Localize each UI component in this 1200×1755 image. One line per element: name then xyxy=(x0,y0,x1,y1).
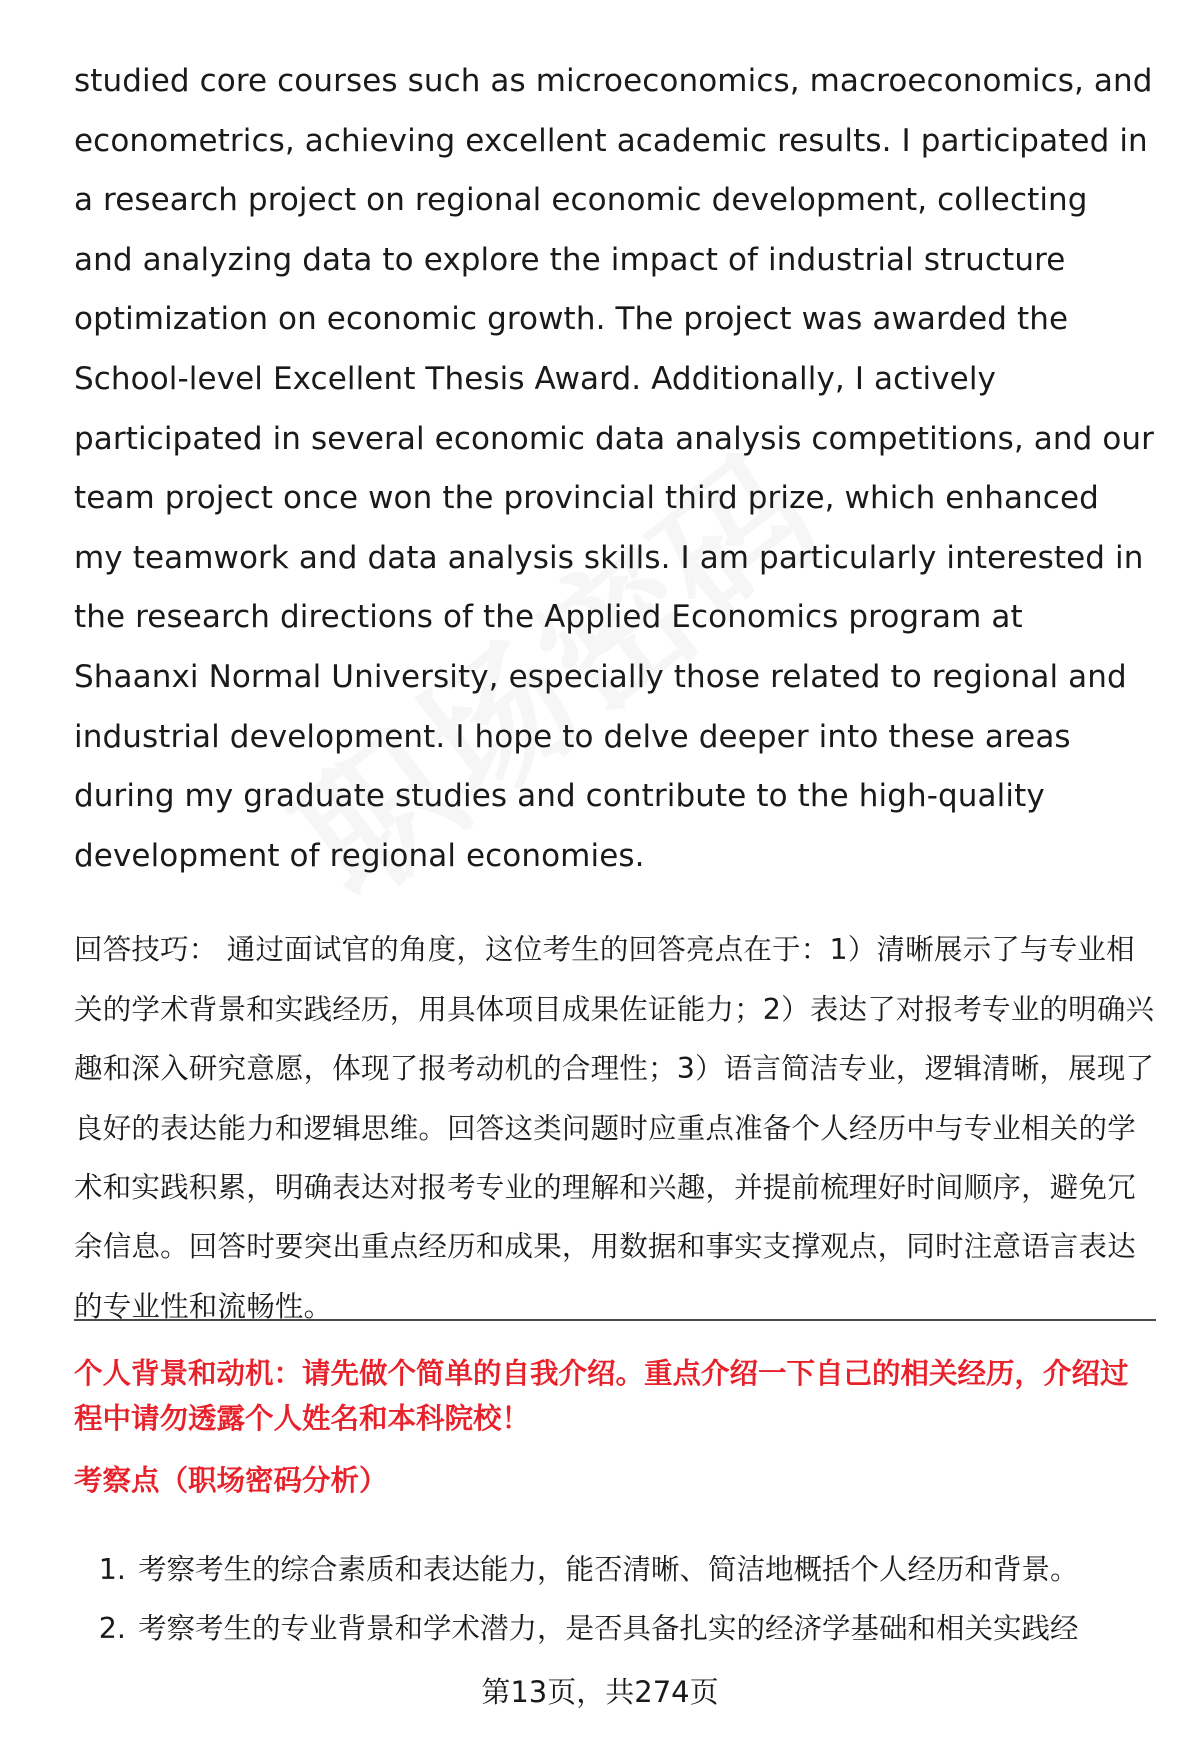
answer-tips: 回答技巧： 通过面试官的角度，这位考生的回答亮点在于：1）清晰展示了与专业相关的学术背景和实践经历，用具体项目成果佐证能力；2）表达了对报考专业的明确兴趣和深入研究意愿，体现了报考动机的合理性；3）语言简洁专业，逻辑清晰，展现了良好的表达能力和逻辑思维。回答这类问题时应重点准备个人经历中与专业相关的学术和实践积累，明确表达对报考专业的理解和兴趣，并提前梳理好时间顺序，避免冗余信息。回答时要突出重点经历和成果，用数据和事实支撑观点，同时注意语言表达的专业性和流畅性。 xyxy=(74,933,1155,1323)
section-title: 考察点（职场密码分析） xyxy=(74,1464,388,1497)
list-item xyxy=(74,1599,1156,1658)
answer-section xyxy=(74,52,1156,1336)
list-item-number: 1. xyxy=(98,1553,126,1586)
question-heading: 个人背景和动机：请先做个简单的自我介绍。重点介绍一下自己的相关经历，介绍过程中请勿透露个人姓名和本科院校！ xyxy=(74,1357,1129,1435)
section-divider xyxy=(74,1319,1156,1321)
page-number-footer: 第13页，共274页 xyxy=(481,1675,719,1709)
list-item-text: 考察考生的综合素质和表达能力，能否清晰、简洁地概括个人经历和背景。 xyxy=(138,1553,1079,1586)
list-item xyxy=(74,1540,1156,1599)
assessment-points-list xyxy=(74,1540,1156,1658)
list-item-number: 2. xyxy=(98,1612,126,1645)
list-item-text: 考察考生的专业背景和学术潜力，是否具备扎实的经济学基础和相关实践经 xyxy=(138,1612,1079,1645)
answer-paragraph: studied core courses such as microeconomics, macroeconomics, and econometrics, achieving excellent academic results. I participated in a research project on regional economic development, collecting and analyzing data to explore the impact of industrial structure optimization on economic growth. The project was awarded the School-level Excellent Thesis Award. Additionally, I actively participated in several economic data analysis competitions, and our team project once won the provincial third prize, which enhanced my teamwork and data analysis skills. I am particularly interested in the research directions of the Applied Economics program at Shaanxi Normal University, especially those related to regional and industrial development. I hope to delve deeper into these areas during my graduate studies and contribute to the high-quality development of regional economies. xyxy=(74,63,1154,874)
